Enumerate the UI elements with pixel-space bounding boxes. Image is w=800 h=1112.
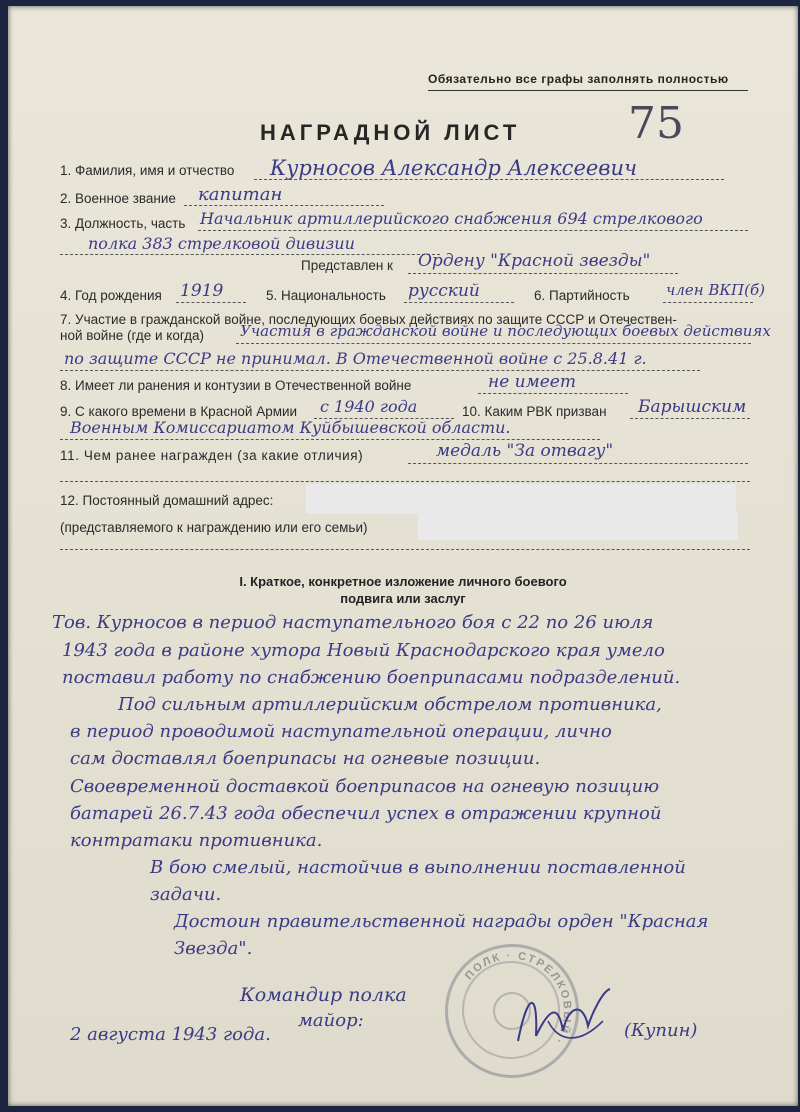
- prior-awards-label: 11. Чем ранее награжден (за какие отличия): [60, 448, 364, 463]
- narrative-line: батарей 26.7.43 года обеспечил успех в отражении крупной: [70, 803, 662, 824]
- army-since-label: 9. С какого времени в Красной Армии: [60, 404, 298, 419]
- civil-war-value-line2: по защите СССР не принимал. В Отечественной войне с 25.8.41 г.: [64, 349, 647, 368]
- signature-rank: майор:: [298, 1010, 364, 1031]
- civil-war-label-line2: ной войне (где и когда): [60, 328, 205, 343]
- redaction-family: [418, 512, 738, 540]
- section1-title-line1: I. Краткое, конкретное изложение личного боевого: [239, 574, 567, 589]
- position-value-line2: полка 383 стрелковой дивизии: [88, 234, 355, 253]
- narrative-line: в период проводимой наступательной операции, лично: [70, 721, 612, 742]
- nominated-line: [408, 273, 678, 274]
- redaction-address: [306, 484, 736, 514]
- signature-title: Командир полка: [240, 984, 407, 1006]
- civil-war-line1: [236, 343, 751, 344]
- position-line1: [198, 230, 748, 231]
- page-title: НАГРАДНОЙ ЛИСТ: [260, 120, 521, 145]
- family-label: (представляемого к награждению или его семьи): [60, 520, 368, 535]
- narrative-line: задачи.: [150, 884, 222, 905]
- nominated-label: Представлен к: [301, 258, 393, 273]
- narrative-line: 1943 года в районе хутора Новый Краснодарского края умело: [62, 640, 665, 661]
- narrative-line: В бою смелый, настойчив в выполнении поставленной: [150, 857, 686, 878]
- rank-value: капитан: [198, 184, 283, 205]
- prior-awards-line2: [60, 481, 750, 482]
- position-value-line1: Начальник артиллерийского снабжения 694 стрелкового: [200, 209, 703, 228]
- civil-war-label-line1: 7. Участие в гражданской войне, последующих боевых действиях по защите СССР и Отечествен-: [60, 312, 677, 327]
- prior-awards-value: медаль "За отвагу": [436, 441, 614, 461]
- name-value: Курносов Александр Алексеевич: [270, 156, 638, 180]
- header-note-underline: [428, 90, 748, 91]
- civil-war-line2: [60, 370, 700, 371]
- narrative-line: Звезда".: [174, 938, 253, 959]
- narrative-line: поставил работу по снабжению боеприпасами подразделений.: [62, 667, 681, 688]
- prior-awards-line1: [408, 463, 748, 464]
- narrative-line: Своевременной доставкой боеприпасов на огневую позицию: [70, 776, 660, 797]
- narrative-line: Достоин правительственной награды орден "Красная: [174, 911, 709, 932]
- party-label: 6. Партийность: [534, 288, 630, 303]
- rank-line: [184, 205, 384, 206]
- narrative-line: Тов. Курносов в период наступательного боя с 22 по 26 июля: [52, 612, 654, 633]
- rvk-line2: [60, 439, 600, 440]
- section1-title-line2: подвига или заслуг: [340, 591, 466, 606]
- header-note: Обязательно все графы заполнять полностью: [428, 72, 729, 86]
- party-line: [663, 302, 753, 303]
- family-line2: [60, 549, 750, 550]
- narrative-line: сам доставлял боеприпасы на огневые позиции.: [70, 748, 541, 769]
- rvk-value-line1: Барышским: [638, 397, 747, 417]
- wounds-value: не имеет: [488, 372, 576, 392]
- position-line2: [60, 254, 440, 255]
- army-since-value: с 1940 года: [320, 397, 418, 416]
- wounds-label: 8. Имеет ли ранения и контузии в Отечественной войне: [60, 378, 412, 393]
- rank-label: 2. Военное звание: [60, 191, 176, 206]
- signature-name: (Купин): [624, 1020, 698, 1041]
- rvk-label: 10. Каким РВК призван: [462, 404, 607, 419]
- narrative-line: Под сильным артиллерийским обстрелом противника,: [118, 694, 662, 715]
- name-line: [254, 179, 724, 180]
- nationality-value: русский: [408, 281, 480, 301]
- narrative-line: контратаки противника.: [70, 830, 323, 851]
- rvk-value-line2: Военным Комиссариатом Куйбышевской области.: [70, 418, 511, 437]
- archive-number: 75: [628, 98, 684, 149]
- birth-year-line: [176, 302, 246, 303]
- civil-war-value-line1: Участия в гражданской войне и последующих боевых действиях: [240, 322, 771, 340]
- address-label: 12. Постоянный домашний адрес:: [60, 493, 274, 508]
- birth-year-value: 1919: [180, 281, 224, 301]
- name-label: 1. Фамилия, имя и отчество: [60, 163, 235, 178]
- signature-scribble-icon: [508, 981, 618, 1061]
- birth-year-label: 4. Год рождения: [60, 288, 162, 303]
- rvk-line1: [630, 418, 750, 419]
- signature-date: 2 августа 1943 года.: [70, 1024, 271, 1045]
- nominated-value: Ордену "Красной звезды": [418, 251, 651, 271]
- nationality-label: 5. Национальность: [266, 288, 386, 303]
- award-sheet: [8, 6, 798, 1106]
- nationality-line: [404, 302, 514, 303]
- position-label: 3. Должность, часть: [60, 216, 186, 231]
- stamp-text: ПОЛК · СТРЕЛКОВЫЙ ·: [463, 949, 574, 1048]
- wounds-line: [478, 393, 628, 394]
- party-value: член ВКП(б): [666, 281, 765, 299]
